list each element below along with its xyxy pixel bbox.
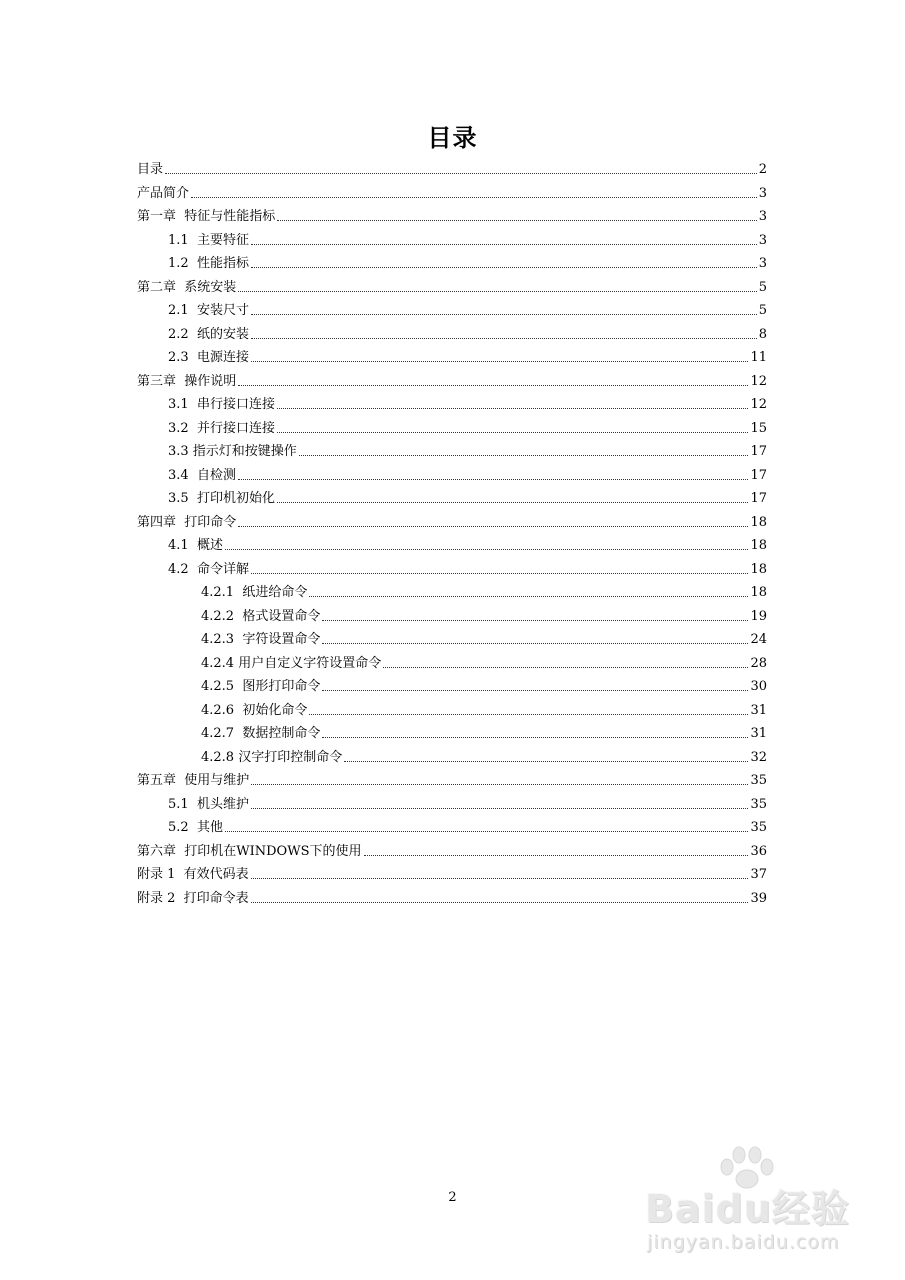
toc-entry[interactable] [137,861,767,883]
toc-entry[interactable] [168,344,767,366]
toc-entry-label: 第三章 操作说明 [137,373,237,389]
toc-entry-label: 4.1 概述 [168,538,223,553]
toc-entry-page: 32 [750,749,767,765]
dot-leader [277,432,749,433]
toc-entry[interactable] [168,297,767,319]
toc-entry-label: 4.2.7 数据控制命令 [201,726,321,741]
dot-leader [277,220,756,221]
toc-entry-label: 附录 2 打印命令表 [137,890,249,906]
dot-leader [299,455,749,456]
toc-entry-label: 1.1 主要特征 [168,232,249,248]
toc-entry-label: 第六章 打印机在WINDOWS下的使用 [137,843,362,859]
dot-leader [309,596,748,597]
toc-entry-page: 3 [758,209,767,224]
dot-leader [251,338,757,339]
toc-entry[interactable] [137,156,767,178]
toc-entry[interactable] [168,415,767,437]
toc-entry-label: 4.2.1 纸进给命令 [201,585,308,600]
baidu-jingyan-watermark [645,1145,875,1260]
toc-entry-page: 18 [750,585,767,600]
toc-entry-page: 12 [750,373,767,389]
toc-entry-label: 3.5 打印机初始化 [168,491,275,506]
toc-entry[interactable] [201,650,767,672]
toc-entry-page: 17 [750,467,767,483]
toc-entry-label: 4.2.2 格式设置命令 [201,608,321,624]
toc-entry-label: 第二章 系统安装 [137,279,237,295]
toc-entry-label: 5.2 其他 [168,820,223,835]
toc-entry-page: 37 [750,867,767,882]
toc-entry-page: 36 [750,843,767,859]
toc-entry-page: 3 [758,256,767,271]
toc-entry[interactable] [168,791,767,813]
toc-entry-label: 目录 [137,162,164,177]
toc-entry[interactable] [137,203,767,225]
dot-leader [251,573,749,574]
toc-entry-label: 3.2 并行接口连接 [168,420,275,436]
dot-leader [251,361,749,362]
dot-leader [251,244,757,245]
toc-entry-page: 35 [750,796,767,812]
dot-leader [251,808,749,809]
toc-entry-label: 2.1 安装尺寸 [168,303,249,318]
toc-entry-label: 4.2.6 初始化命令 [201,702,308,718]
toc-entry-page: 3 [758,232,767,248]
dot-leader [383,667,748,668]
toc-entry[interactable] [137,838,767,860]
watermark-logo: Baidu经验 [645,1187,850,1231]
toc-entry-page: 35 [750,773,767,788]
toc-entry-page: 19 [750,608,767,624]
dot-leader [322,690,748,691]
dot-leader [251,902,749,903]
toc-entry-page: 31 [750,726,767,741]
toc-entry-label: 第一章 特征与性能指标 [137,209,276,224]
dot-leader [251,878,749,879]
toc-entry-label: 2.2 纸的安装 [168,326,249,342]
dot-leader [322,643,748,644]
dot-leader [364,855,749,856]
toc-entry[interactable] [137,180,767,202]
dot-leader [251,784,748,785]
dot-leader [322,620,748,621]
toc-entry[interactable] [201,697,767,719]
toc-entry[interactable] [201,673,767,695]
toc-entry-page: 24 [750,632,767,647]
watermark-url: jingyan.baidu.com [647,1231,840,1253]
dot-leader [225,549,749,550]
dot-leader [277,408,749,409]
dot-leader [191,197,757,198]
dot-leader [238,385,748,386]
toc-entry[interactable] [168,250,767,272]
toc-entry[interactable] [137,767,767,789]
toc-entry-page: 31 [750,702,767,718]
toc-entry[interactable] [201,579,767,601]
toc-entry-page: 5 [758,303,767,318]
toc-entry[interactable] [137,368,767,390]
toc-entry-label: 3.1 串行接口连接 [168,397,275,412]
toc-entry[interactable] [201,626,767,648]
dot-leader [238,291,756,292]
toc-entry[interactable] [168,391,767,413]
dot-leader [225,831,749,832]
toc-entry[interactable] [168,556,767,578]
toc-entry-page: 17 [750,444,767,459]
dot-leader [344,761,748,762]
toc-entry-label: 4.2.5 图形打印命令 [201,679,321,694]
dot-leader [277,502,749,503]
toc-entry-page: 30 [750,679,767,694]
toc-entry[interactable] [168,485,767,507]
toc-entry-page: 2 [758,162,767,177]
toc-entry-label: 1.2 性能指标 [168,256,249,271]
toc-entry-page: 15 [750,420,767,436]
toc-entry-label: 3.3 指示灯和按键操作 [168,444,297,459]
toc-entry-page: 35 [750,820,767,835]
dot-leader [322,737,748,738]
toc-entry[interactable] [201,720,767,742]
toc-entry[interactable] [168,227,767,249]
dot-leader [238,526,748,527]
dot-leader [251,267,757,268]
toc-entry-page: 11 [750,350,767,365]
toc-entry[interactable] [168,532,767,554]
toc-entry-page: 5 [758,279,767,295]
toc-entry[interactable] [137,274,767,296]
toc-entry-label: 3.4 自检测 [168,467,236,483]
toc-entry-page: 18 [750,514,767,530]
toc-entry-page: 28 [750,655,767,671]
toc-entry-label: 4.2 命令详解 [168,561,249,577]
toc-entry-page: 39 [750,890,767,906]
toc-entry[interactable] [137,885,767,907]
toc-entry-page: 12 [750,397,767,412]
toc-entry[interactable] [168,321,767,343]
page-number: 2 [448,1190,457,1205]
toc-entry[interactable] [168,438,767,460]
toc-entry-label: 4.2.8 汉字打印控制命令 [201,749,343,765]
toc-entry-page: 8 [758,326,767,342]
toc-entry[interactable] [201,744,767,766]
dot-leader [309,714,748,715]
toc-title: 目录 [427,124,478,152]
toc-entry-label: 4.2.4 用户自定义字符设置命令 [201,655,382,671]
toc-entry-label: 产品简介 [137,185,190,201]
toc-entry-label: 2.3 电源连接 [168,350,249,365]
toc-entry-label: 第四章 打印命令 [137,514,237,530]
toc-entry-page: 18 [750,561,767,577]
toc-entry-page: 3 [758,185,767,201]
dot-leader [251,314,757,315]
toc-entry[interactable] [201,603,767,625]
dot-leader [165,173,757,174]
toc-entry-label: 附录 1 有效代码表 [137,867,249,882]
dot-leader [238,479,749,480]
toc-entry[interactable] [168,814,767,836]
toc-entry[interactable] [137,509,767,531]
toc-entry-label: 4.2.3 字符设置命令 [201,632,321,647]
toc-entry[interactable] [168,462,767,484]
toc-entry-page: 17 [750,491,767,506]
toc-entry-page: 18 [750,538,767,553]
toc-entry-label: 5.1 机头维护 [168,796,249,812]
toc-entry-label: 第五章 使用与维护 [137,773,250,788]
